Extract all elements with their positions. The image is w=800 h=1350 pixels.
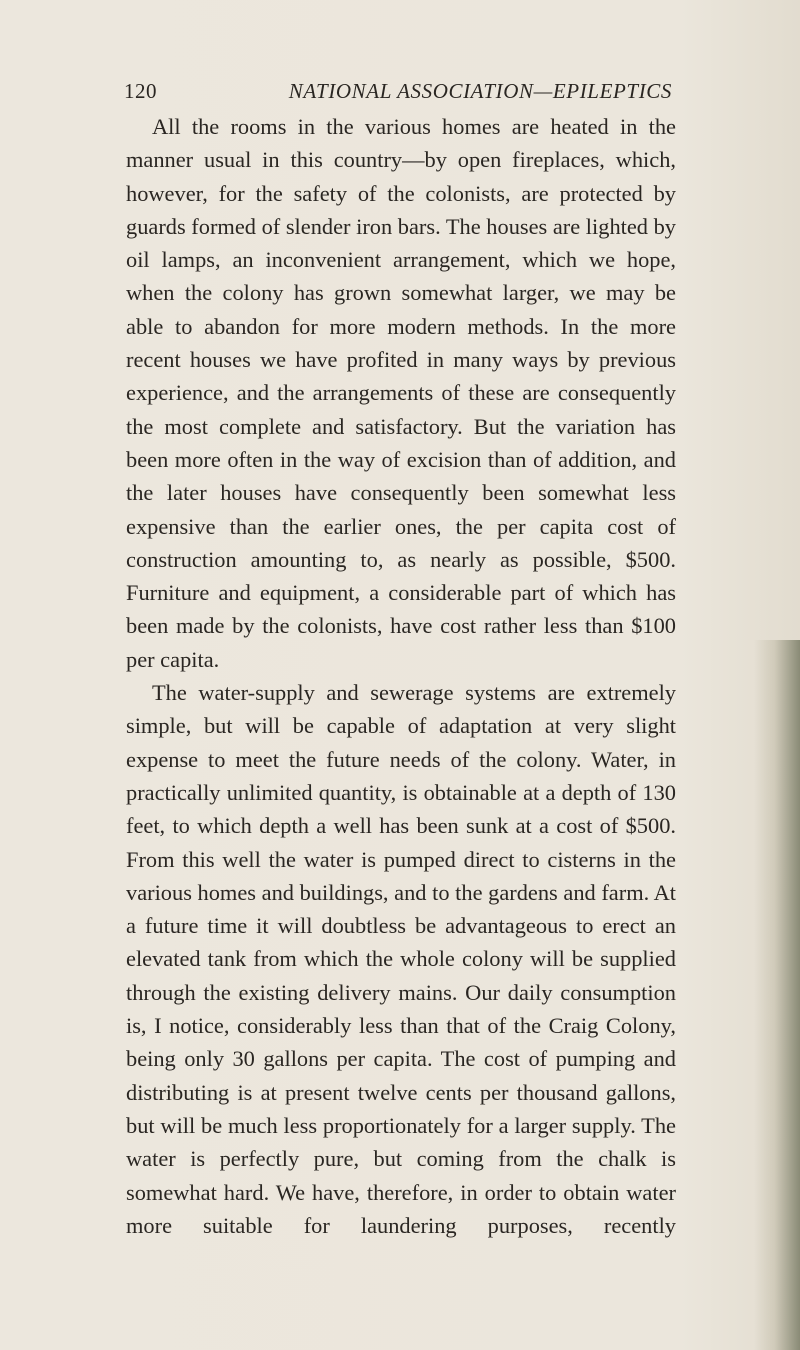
paragraph-water-supply: The water-supply and sewerage systems are extremely simple, but will be capable of adaptation at very slight expense to meet the future needs of the colony. Water, in practically unlimited quantity, is obtainable at a depth of 130 feet, to which depth a well has been sunk at a cost of $500. From this well the water is pumped direct to cisterns in the various homes and buildings, and to the gardens and farm. At a future time it will doubtless be advantageous to erect an elevated tank from which the whole colony will be supplied through the existing delivery mains. Our daily consumption is, I notice, considerably less than that of the Craig Colony, being only 30 gallons per capita. The cost of pumping and distributing is at present twelve cents per thousand gallons, but will be much less proportionately for a larger supply. The water is perfectly pure, but coming from the chalk is somewhat hard. We have, therefore, in order to obtain water more suitable for laundering purposes, recently	[126, 680, 676, 1238]
body-text	[126, 110, 676, 1242]
running-title: NATIONAL ASSOCIATION—EPILEPTICS	[288, 79, 672, 103]
page-number: 120	[124, 79, 157, 103]
page-edge-shadow	[754, 640, 800, 1350]
paragraph-heating-lighting: All the rooms in the various homes are heated in the manner usual in this country—by open fireplaces, which, however, for the safety of the colonists, are protected by guards formed of slender iron bars. The houses are lighted by oil lamps, an inconvenient arrangement, which we hope, when the colony has grown somewhat larger, we may be able to abandon for more modern methods. In the more recent houses we have profited in many ways by previous experience, and the arrangements of these are consequently the most complete and satisfactory. But the variation has been more often in the way of excision than of addition, and the later houses have consequently been somewhat less expensive than the earlier ones, the per capita cost of construction amounting to, as nearly as possible, $500. Furniture and equipment, a considerable part of which has been made by the colonists, have cost rather less than $100 per capita.	[126, 114, 676, 672]
running-head	[124, 74, 672, 108]
